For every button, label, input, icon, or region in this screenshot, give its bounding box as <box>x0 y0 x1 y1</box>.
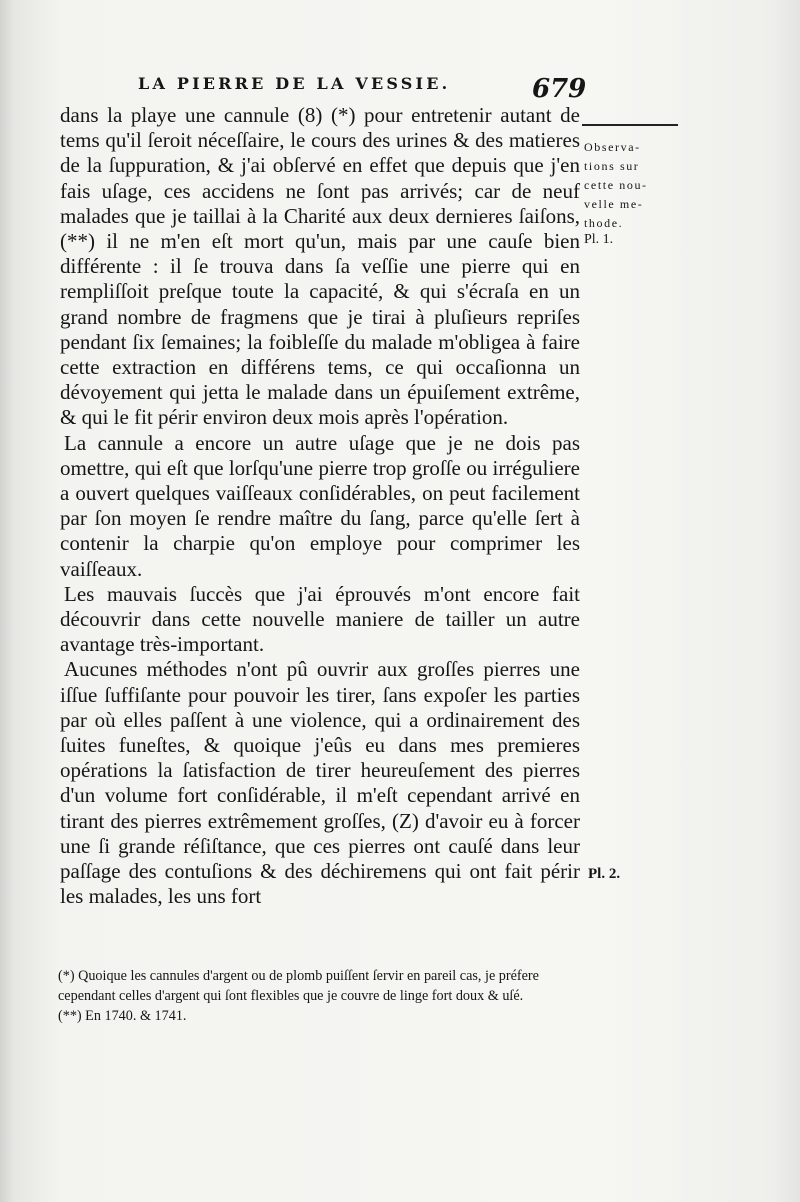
plate-reference: Pl. 2. <box>588 866 621 882</box>
page-number: 679 <box>532 74 587 104</box>
margin-note-line: velle me- <box>584 197 644 211</box>
footnotes <box>58 966 583 1026</box>
margin-note-line: tions sur <box>584 159 640 173</box>
paragraph: Les mauvais ſuccès que j'ai éprouvés m'ont encore fait découvrir dans cette nouvelle maniere de tailler un autre avantage très-important. <box>60 581 580 657</box>
paragraph: La cannule a encore un autre uſage que je ne dois pas omettre, qui eſt que lorſqu'une pierre trop groſſe ou irréguliere a ouvert quelques vaiſſeaux conſidérables, on peut facilement par ſon moyen ſe rendre maître du ſang, parce qu'elle ſert à contenir la charpie qu'on employe pour comprimer les vaiſſeaux. <box>60 430 580 581</box>
plate-reference: Pl. 1. <box>584 232 614 247</box>
running-title: LA PIERRE DE LA VESSIE. <box>138 74 451 93</box>
footnote: (*) Quoique les cannules d'argent ou de plomb puiſſent ſervir en pareil cas, je préfere cependant celles d'argent qui ſont flexibles que je couvre de linge fort doux & uſé. <box>58 968 539 1004</box>
main-text <box>60 103 580 910</box>
paragraph: dans la playe une cannule (8) (*) pour entretenir autant de tems qu'il ſeroit néceſſaire, le cours des urines & des matieres de la ſuppuration, & j'ai obſervé en effet que depuis que j'en fais uſage, ces accidens ne ſont pas arrivés; car de neuf malades que je taillai à la Charité aux deux dernieres ſaiſons, (**) il ne m'en eſt mort qu'un, mais par une cauſe bien différente : il ſe trouva dans ſa veſſie une pierre qui en rempliſſoit preſque toute la capacité, & qui s'écraſa en un grand nombre de fragmens que je tirai à pluſieurs repriſes pendant ſix ſemaines; la foibleſſe du malade m'obligea à faire cette extraction en différens tems, ce qui occaſionna un dévoyement qui jetta le malade dans un épuiſement extrême, & qui le fit périr environ deux mois après l'opération. <box>60 103 580 430</box>
margin-rule <box>582 124 678 126</box>
footnote: (**) En 1740. & 1741. <box>58 1008 187 1024</box>
margin-note <box>584 138 684 233</box>
margin-note-line: thode. <box>584 216 624 230</box>
margin-note-line: cette nou- <box>584 178 648 192</box>
paragraph: Aucunes méthodes n'ont pû ouvrir aux groſſes pierres une iſſue ſuffiſante pour pouvoir les tirer, ſans expoſer les parties par où elles paſſent à une violence, qui a ordinairement des ſuites funeſtes, & quoique j'eûs eu dans mes premieres opérations la ſatisfaction de tirer heureuſement des pierres d'un volume fort conſidérable, il m'eſt cependant arrivé en tirant des pierres extrêmement groſſes, (Z) d'avoir eu à forcer une ſi grande réſiſtance, que ces pierres ont cauſé dans leur paſſage des contuſions & des déchiremens qui ont fait périr les malades, les uns fort <box>60 657 580 909</box>
margin-note-line: Observa- <box>584 140 641 154</box>
